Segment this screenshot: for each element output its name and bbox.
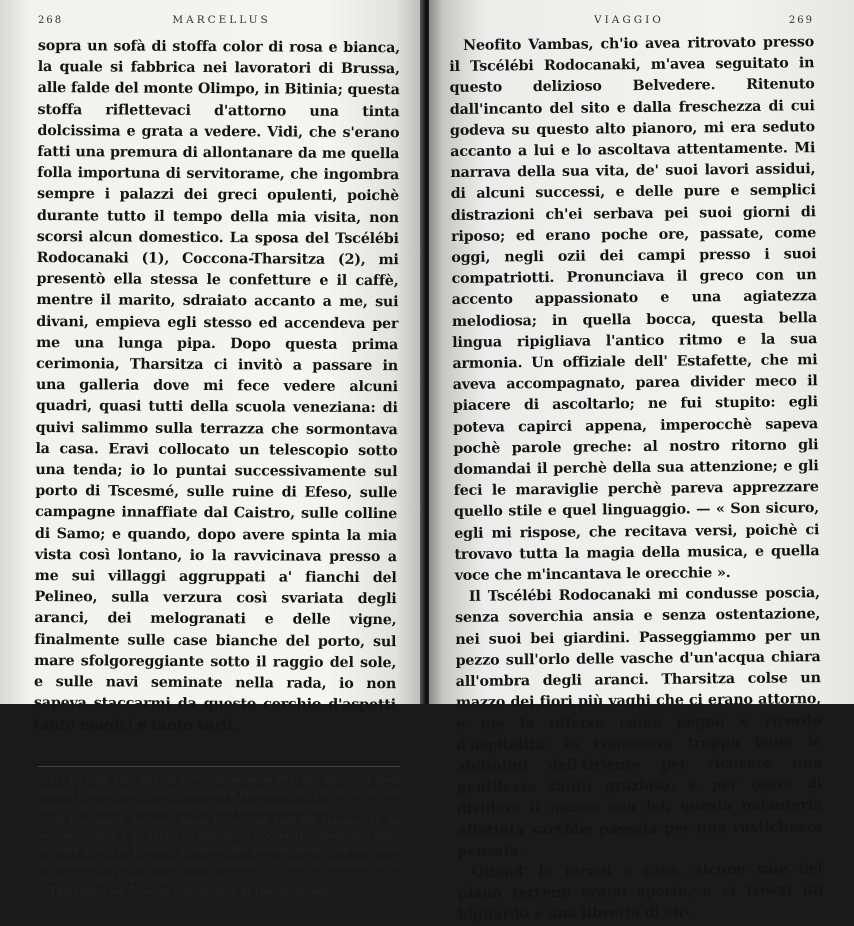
left-footnotes <box>38 773 400 901</box>
right-running-head <box>449 14 814 30</box>
left-page-number: 268 <box>38 15 64 26</box>
right-page <box>429 0 854 924</box>
left-body-text <box>34 36 400 738</box>
footnote-3: Tharsitza, cioè Teresina è diminutivo di Tharsa, Teresa. <box>50 887 332 899</box>
left-running-title: MARCELLUS <box>172 14 271 26</box>
right-paragraph-3: Quand' io tornai a casa, alcune sale del piano terreno erano aperte, e ci trovai un bigliardo e una libreria di cir- <box>457 861 824 924</box>
footnote-2: (2) Coccona è pur'esso nome turco, che vuol dir signora. Se ne servono i Greci, e gli danno un diminutivo Cocconitza; questi due titoli, siccome quello di Tscélébi, si danno alle persone nobili, che non sono nè principi (bey) nè principesse (domna) nè figli di principe (bey-zades) nè figlie di principe (domnitza). <box>38 816 400 885</box>
left-page <box>0 0 424 899</box>
footnote-rule <box>38 766 400 767</box>
right-running-title: VIAGGIO <box>594 14 664 26</box>
right-paragraph-2: Il Tscélébi Rodocanaki mi condusse poscia, senza soverchia ansia e senza ostentazione, nei suoi bei giardini. Passeggiammo per un pezzo sull'orlo delle vasche d'un'acqua chiara all'ombra degli aranci. Tharsitza colse un mazzo dei fiori più vaghi che ci erano attorno, e me lo offerse come pegno e ricordo d'ospitalità: io conosceva troppo bene le abitudini dell'Oriente per ricusare una gentilezza tanto graziosa, e per osare di dividere il mazzo con lei; questa galanteria affettata sarebbe passata per una rustichezza pensata. <box>455 585 823 860</box>
footnote-1: (1) Tscélébi vuol dire, in turco, uomo bene educato, pulito, di modi gentili. È titolo che i Greci han tolto a prestanza dai Turchi, e che nel senso che sogliono dargli equivale alla parola gentiluomo. <box>38 773 400 814</box>
right-paragraph-1: Neofito Vambas, ch'io avea ritrovato presso il Tscélébi Rodocanaki, m'avea seguitato in questo delizioso Belvedere. Ritenuto dall'incanto del sito e dalla freschezza di cui godeva su questo alto pianoro, mi era seduto accanto a lui e lo ascoltava attentamente. Mi narrava della sua vita, de' suoi lavori assidui, di alcuni successi, e delle pure e semplici distrazioni ch'ei serbava pei suoi giorni di riposo; ed erano poche ore, passate, come oggi, negli ozii dei campi presso i suoi compatriotti. Pronunciava il greco con un accento appassionato e una agiatezza melodiosa; in quella bocca, questa bella lingua ripigliava l'antico ritmo e la sua armonia. Un offiziale dell' Estafette, che mi aveva accompagnato, parea divider meco il piacere di ascoltarlo; ne fui stupito: egli poteva capirci appena, imperocchè sapeva pochè parole greche: al nostro ritorno gli domandai il perchè della sua attenzione; e gli feci le maraviglie perchè pareva apprezzare quello stile e quel linguaggio. — « Son sicuro, egli mi rispose, che recitava versi, poichè ci trovavo tutta la magia della musica, e quella voce che m'incantava le orecchie ». <box>449 34 820 585</box>
right-page-number: 269 <box>788 15 814 26</box>
left-running-head <box>38 14 400 30</box>
right-body-text <box>449 32 823 926</box>
left-paragraph-1: sopra un sofà di stoffa color di rosa e bianca, la quale si fabbrica nei lavoratori di Brussa, alle falde del monte Olimpo, in Bitinia; questa stoffa riflettevaci d'attorno una tinta dolcissima e grata a vedere. Vidi, che s'erano fatti una premura di allontanare da me quella folla importuna di servitorame, che ingombra sempre i palazzi dei greci opulenti, poichè durante tutto il tempo della mia visita, non scorsi alcun domestico. La sposa del Tscélébi Rodocanaki (1), Coccona-Tharsitza (2), mi presentò ella stessa le confetture e il caffè, mentre il marito, sdraiato accanto a me, sui divani, empieva egli stesso ed accendeva per me una lunga pipa. Dopo questa prima cerimonia, Tharsitza ci invitò a passare in una galleria dove mi fece vedere alcuni quadri, quasi tutti della scuola veneziana: di quivi salimmo sulla terrazza che sormontava la casa. Eravi collocato un telescopio sotto una tenda; io lo puntai successivamente sul porto di Tscesmé, sulle ruine di Efeso, sulle campagne innaffiate dal Caistro, sulle colline di Samo; e quando, dopo avere spinta la mia vista così lontano, io la ravvicinava presso a me sui villaggi aggruppati a' fianchi del Pelineo, sulla verzura così svariata degli aranci, dei melogranati e delle vigne, finalmente sulle case bianche del porto, sul mare sfolgoreggiante sotto il raggio del sole, e sulle navi seminate nella rada, io non sapeva staccarmi da questo cerchio d'aspetti tanto magici e tanto varii. <box>33 37 400 734</box>
